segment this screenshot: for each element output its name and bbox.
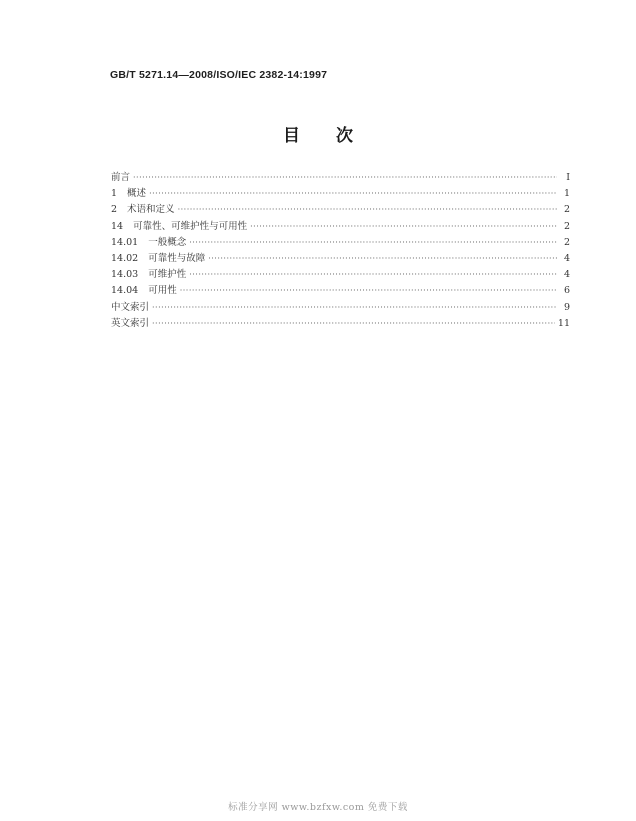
toc-entry[interactable] (111, 186, 570, 202)
toc-entry-page: 9 (563, 301, 570, 313)
toc-entry-number: 14.01 (111, 236, 139, 248)
toc-entry-number: 14.02 (111, 252, 139, 264)
toc-entry-text: 可用性 (148, 285, 177, 297)
toc-entry-text: 一般概念 (148, 236, 187, 248)
toc-entry[interactable] (111, 251, 570, 267)
toc-entry-label (111, 235, 186, 251)
toc-leader-dots (189, 235, 557, 251)
toc-entry-page: 4 (563, 252, 570, 264)
toc-entry[interactable] (111, 316, 570, 332)
toc-entry-label (111, 300, 149, 316)
toc-entry-text: 英文索引 (111, 317, 150, 329)
watermark-footer: 标准分享网 www.bzfxw.com 免费下载 (228, 802, 408, 813)
toc-entry[interactable] (111, 170, 570, 186)
toc-leader-dots (152, 300, 557, 316)
toc-entry-label (111, 202, 175, 218)
toc-entry-page: 6 (563, 285, 570, 297)
toc-entry[interactable] (111, 267, 570, 283)
table-of-contents (111, 170, 570, 332)
toc-entry-text: 术语和定义 (127, 204, 175, 216)
toc-entry-text: 前言 (111, 172, 131, 183)
toc-entry-text: 概述 (127, 188, 147, 200)
toc-entry[interactable] (111, 219, 570, 235)
toc-entry-number: 14.03 (111, 269, 139, 281)
toc-entry-text: 可维护性 (148, 269, 187, 281)
toc-leader-dots (149, 186, 557, 202)
toc-entry-number: 14 (111, 220, 124, 232)
toc-entry-number: 1 (111, 188, 118, 200)
toc-entry-page: 4 (563, 269, 570, 281)
toc-entry-text: 可靠性与故障 (148, 252, 206, 264)
toc-entry-label (111, 283, 177, 299)
toc-entry-label (111, 186, 146, 202)
toc-entry[interactable] (111, 300, 570, 316)
toc-entry[interactable] (111, 202, 570, 218)
toc-leader-dots (208, 251, 557, 267)
toc-leader-dots (133, 170, 557, 186)
toc-leader-dots (178, 202, 557, 218)
toc-leader-dots (152, 316, 555, 332)
toc-entry-text: 中文索引 (111, 301, 150, 313)
toc-entry-number: 2 (111, 204, 118, 216)
toc-leader-dots (189, 267, 557, 283)
toc-entry-number: 14.04 (111, 285, 139, 297)
toc-entry-label (111, 251, 205, 267)
toc-entry-page: 11 (557, 317, 570, 329)
toc-leader-dots (250, 219, 557, 235)
toc-entry[interactable] (111, 283, 570, 299)
toc-entry-label (111, 170, 130, 186)
toc-entry[interactable] (111, 235, 570, 251)
toc-entry-page: 1 (563, 188, 570, 200)
toc-entry-page: 2 (563, 204, 570, 216)
toc-entry-page: Ⅰ (566, 172, 570, 183)
toc-entry-label (111, 219, 247, 235)
page-title: 目次 (283, 126, 389, 146)
toc-entry-text: 可靠性、可维护性与可用性 (133, 220, 248, 232)
standard-code-header: GB/T 5271.14—2008/ISO/IEC 2382-14:1997 (110, 69, 328, 81)
toc-entry-label (111, 267, 186, 283)
toc-entry-page: 2 (563, 220, 570, 232)
toc-entry-page: 2 (563, 236, 570, 248)
toc-leader-dots (180, 283, 557, 299)
toc-entry-label (111, 316, 149, 332)
